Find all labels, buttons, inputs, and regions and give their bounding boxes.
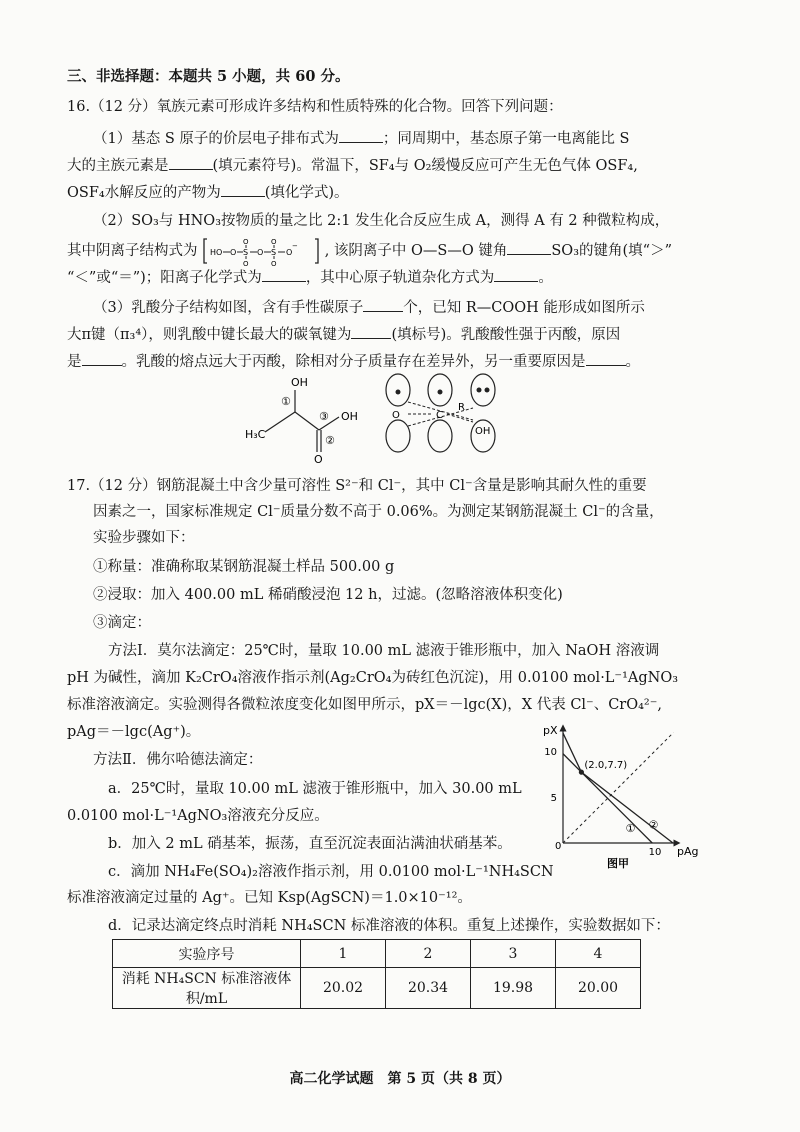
page-footer: 高二化学试题 第 5 页（共 8 页）	[289, 1071, 511, 1087]
table-row-label: 消耗 NH₄SCN 标准溶液体积/mL	[113, 968, 301, 1009]
table-header-cell: 3	[471, 940, 556, 968]
q17-method1-line4: pAg＝－lgc(Ag⁺)。	[67, 724, 201, 740]
table-header-cell: 2	[386, 940, 471, 968]
svg-text:O: O	[314, 453, 323, 464]
section-heading: 三、非选择题：本题共 5 小题，共 60 分。	[67, 68, 350, 85]
q17-method1-line1: 方法Ⅰ．莫尔法滴定：25℃时，量取 10.00 mL 滤液于锥形瓶中，加入 NaOH 溶液调	[108, 643, 660, 659]
q17-method1-line2: pH 为碱性，滴加 K₂CrO₄溶液作指示剂(Ag₂CrO₄为砖红色沉淀)，用 0.0100 mol·L⁻¹AgNO₃	[67, 670, 679, 686]
table-header-row	[113, 940, 641, 968]
table-row	[113, 968, 641, 1009]
svg-text:S: S	[271, 248, 277, 257]
q16-part1-line3: OSF₄水解反应的产物为 (填化学式)。	[67, 182, 349, 203]
svg-text:O: O	[243, 260, 249, 266]
svg-text:①: ①	[281, 395, 291, 408]
svg-text:−: −	[292, 242, 298, 250]
q17-step1: ①称量：准确称取某钢筋混凝土样品 500.00 g	[93, 559, 395, 575]
lactic-acid-structure	[235, 372, 375, 464]
svg-text:O: O	[271, 238, 277, 246]
q17-step-d: d．记录达滴定终点时消耗 NH₄SCN 标准溶液的体积。重复上述操作，实验数据如下：	[108, 918, 670, 934]
q16-part2-line1: （2）SO₃与 HNO₃按物质的量之比 2:1 发生化合反应生成 A，测得 A 有 2 种微粒构成，	[93, 213, 670, 229]
figure-jia-chart	[535, 720, 715, 880]
svg-text:HO: HO	[210, 248, 223, 257]
table-header-cell: 1	[301, 940, 386, 968]
table-cell: 20.34	[386, 968, 471, 1009]
table-cell: 20.02	[301, 968, 386, 1009]
q16-part3-line1: （3）乳酸分子结构如图，含有手性碳原子 个，已知 R—COOH 能形成如图所示	[93, 297, 645, 318]
svg-text:O: O	[230, 248, 237, 257]
table-header-cell: 4	[556, 940, 641, 968]
q17-step-c-line2: 标准溶液滴定过量的 Ag⁺。已知 Ksp(AgSCN)＝1.0×10⁻¹²。	[67, 890, 472, 906]
q17-method2-line1: 方法Ⅱ．佛尔哈德法滴定：	[93, 752, 263, 768]
origin-label: 0	[555, 841, 562, 852]
y-axis-label: pX	[543, 724, 558, 737]
q17-step-a-line2: 0.0100 mol·L⁻¹AgNO₃溶液充分反应。	[67, 808, 329, 824]
q16-part3-line2: 大π键（π₃⁴），则乳酸中键长最大的碳氧键为 (填标号)。乳酸酸性强于丙酸，原因	[67, 324, 620, 345]
svg-text:O: O	[243, 238, 249, 246]
svg-text:②: ②	[325, 434, 335, 447]
q17-step3: ③滴定：	[93, 615, 151, 631]
q17-step-c-line1: c．滴加 NH₄Fe(SO₄)₂溶液作指示剂，用 0.0100 mol·L⁻¹NH₄SCN	[108, 864, 554, 880]
q16-part1-line2: 大的主族元素是 (填元素符号)。常温下，SF₄与 O₂缓慢反应可产生无色气体 OSF₄,	[67, 155, 638, 176]
q17-line3: 实验步骤如下：	[93, 530, 195, 546]
svg-text:OH: OH	[341, 410, 358, 423]
q17-method1-line3: 标准溶液滴定。实验测得各微粒浓度变化如图甲所示，pX＝－lgc(X)，X 代表 Cl⁻、CrO₄²⁻,	[67, 697, 663, 713]
q16-part2-line2: 其中阴离子结构式为 HO O S O O O S O O O − , 该阴离子中 O—S—O 键角 SO₃的键角(填“＞”	[67, 238, 672, 266]
svg-text:③: ③	[319, 410, 329, 423]
svg-text:R: R	[458, 402, 465, 413]
svg-text:O: O	[271, 260, 277, 266]
q16-part1-line1: （1）基态 S 原子的价层电子排布式为 ；同周期中，基态原子第一电离能比 S	[93, 128, 629, 149]
pi-bond-orbital-diagram	[378, 372, 508, 464]
series-2-label: ②	[648, 818, 659, 832]
svg-text:O: O	[286, 248, 293, 257]
svg-text:OH: OH	[291, 376, 308, 389]
q16-intro: 16.（12 分）氧族元素可形成许多结构和性质特殊的化合物。回答下列问题：	[67, 99, 563, 115]
q17-line1: 17.（12 分）钢筋混凝土中含少量可溶性 S²⁻和 Cl⁻，其中 Cl⁻含量是影响其耐久性的重要	[67, 478, 647, 494]
q17-step2: ②浸取：加入 400.00 mL 稀硝酸浸泡 12 h，过滤。(忽略溶液体积变化)	[93, 587, 563, 603]
q16-part2-line3: “＜”或“＝”)；阳离子化学式为 ，其中心原子轨道杂化方式为 。	[67, 267, 553, 288]
q17-step-a-line1: a．25℃时，量取 10.00 mL 滤液于锥形瓶中，加入 30.00 mL	[108, 781, 522, 797]
svg-text:OH: OH	[475, 426, 491, 437]
svg-text:C: C	[436, 410, 443, 421]
y-tick-5: 5	[550, 793, 557, 804]
chart-title: 图甲	[607, 857, 629, 870]
svg-text:O: O	[392, 410, 400, 421]
x-axis-label: pAg	[677, 845, 699, 858]
series-1-label: ①	[625, 821, 636, 835]
svg-text:H₃C: H₃C	[245, 428, 266, 441]
q16-part3-line3: 是 。乳酸的熔点远大于丙酸，除相对分子质量存在差异外，另一重要原因是 。	[67, 351, 640, 372]
titration-data-table	[112, 939, 641, 1009]
table-cell: 20.00	[556, 968, 641, 1009]
q17-line2: 因素之一，国家标准规定 Cl⁻质量分数不高于 0.06%。为测定某钢筋混凝土 Cl⁻的含量，	[93, 504, 664, 520]
table-cell: 19.98	[471, 968, 556, 1009]
anion-structure-figure	[202, 236, 320, 266]
svg-text:O: O	[257, 248, 264, 257]
intersection-point	[579, 770, 584, 775]
x-tick-10: 10	[648, 847, 662, 858]
table-header-cell: 实验序号	[113, 940, 301, 968]
svg-text:S: S	[243, 248, 249, 257]
point-annotation: (2.0,7.7)	[584, 760, 628, 772]
y-tick-10: 10	[544, 747, 557, 758]
q17-step-b: b．加入 2 mL 硝基苯，振荡，直至沉淀表面沾满油状硝基苯。	[108, 836, 512, 852]
